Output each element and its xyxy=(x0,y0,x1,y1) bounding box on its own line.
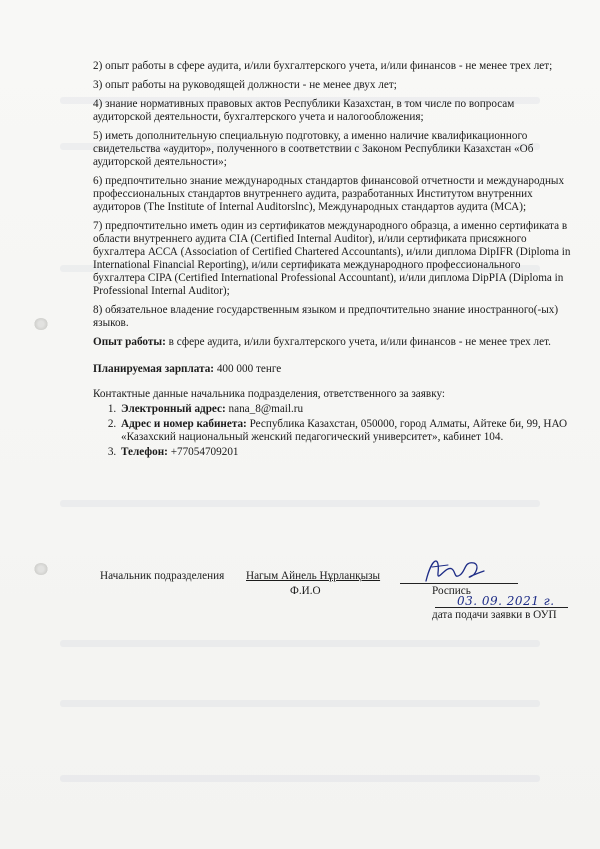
bleed-through-line xyxy=(60,640,540,647)
contact-email xyxy=(119,403,573,416)
experience-text: в сфере аудита, и/или бухгалтерского учета, и/или финансов - не менее трех лет. xyxy=(165,336,551,348)
salary-value: 400 000 тенге xyxy=(214,363,282,375)
contact-value: +77054709201 xyxy=(167,446,239,458)
contacts-list xyxy=(93,403,573,459)
salary-paragraph xyxy=(93,363,573,376)
contacts-intro: Контактные данные начальника подразделения, ответственного за заявку: xyxy=(93,388,446,400)
contact-address xyxy=(119,418,573,444)
bleed-through-line xyxy=(60,500,540,507)
salary-label: Планируемая зарплата: xyxy=(93,363,215,375)
contact-label: Адрес и номер кабинета: xyxy=(121,418,247,430)
date-line xyxy=(435,607,568,608)
experience-paragraph xyxy=(93,336,573,349)
requirement-item: 5) иметь дополнительную специальную подготовку, а именно наличие квалификационного свидетельства «аудитор», полученного в соответствии с Законом Республики Казахстан «Об аудиторской деятельности»; xyxy=(93,130,534,168)
bleed-through-line xyxy=(60,775,540,782)
handwritten-date: 03. 09. 2021 г. xyxy=(457,594,555,608)
signer-role: Начальник подразделения xyxy=(100,570,225,582)
fio-caption: Ф.И.О xyxy=(290,585,321,597)
contact-phone xyxy=(119,446,573,459)
contact-value: Республика Казахстан, 050000, город Алматы, Айтеке би, 99, НАО «Казахский национальный женский педагогический университет», кабинет 104. xyxy=(121,418,568,443)
contact-label: Телефон: xyxy=(121,446,168,458)
requirement-item: 2) опыт работы в сфере аудита, и/или бухгалтерского учета, и/или финансов - не менее трех лет; xyxy=(93,60,553,72)
bleed-through-line xyxy=(60,700,540,707)
requirement-item: 8) обязательное владение государственным языком и предпочтительно знание иностранного(-ых) языков. xyxy=(93,304,559,329)
punch-hole xyxy=(34,563,48,575)
email-link[interactable]: nana_8@mail.ru xyxy=(225,403,304,415)
signer-name: Нагым Айнель Нұрланқызы xyxy=(246,570,381,582)
punch-hole xyxy=(34,318,48,330)
requirement-item: 7) предпочтительно иметь один из сертификатов международного образца, а именно сертификата в области внутреннего аудита CIA (Certified Internal Auditor), и/или сертификата присяжного бухгалтера АССА (Association of Certified Chartered Accountants), и/или диплома DipIFR (Diploma in International Financial Reporting), и/или сертификата международного профессионального бухгалтера CIPA (Certified International Professional Accountant), и/или диплома DipPIA (Diploma in Professional Internal Auditor); xyxy=(93,220,571,297)
contact-label: Электронный адрес: xyxy=(121,403,226,415)
signature-block xyxy=(100,565,580,625)
signature-line xyxy=(400,583,518,584)
date-caption: дата подачи заявки в ОУП xyxy=(432,609,557,621)
requirement-item: 4) знание нормативных правовых актов Республики Казахстан, в том числе по вопросам аудиторской деятельности, бухгалтерского учета и налогообложения; xyxy=(93,98,515,123)
signature-caption: Роспись xyxy=(432,585,471,597)
experience-label: Опыт работы: xyxy=(93,336,166,348)
document-body xyxy=(93,60,573,461)
requirement-item: 6) предпочтительно знание международных стандартов финансовой отчетности и международных профессиональных стандартов внутреннего аудита, разработанных Институтом внутренних аудиторов (The Institute of Internal Auditorslnc), Международных стандартов аудита (МСА); xyxy=(93,175,565,213)
requirement-item: 3) опыт работы на руководящей должности - не менее двух лет; xyxy=(93,79,397,91)
